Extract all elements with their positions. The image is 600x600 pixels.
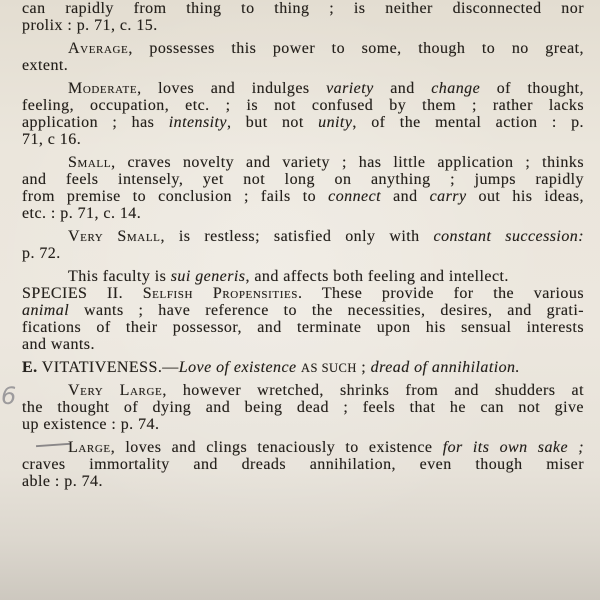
text-line	[22, 0, 584, 17]
text-line	[22, 319, 584, 336]
text-run: , craves novelty and variety ; has little application ; thinks	[111, 154, 584, 171]
italic-text: carry	[429, 188, 467, 205]
small-caps-text: Small	[68, 154, 112, 171]
text-line	[22, 40, 584, 57]
text-run: , is restless; satisfied only with	[160, 228, 434, 245]
text-line	[22, 439, 584, 456]
text-run: VITATIVENESS.—	[37, 359, 179, 376]
text-run: the thought of dying and being dead ; feels that he can not give	[22, 399, 584, 416]
text-run: and feels intensely, yet not long on anything ; jumps rapidly	[22, 171, 584, 188]
text-run: of thought,	[480, 80, 584, 97]
italic-text: unity	[318, 114, 353, 131]
small-caps-text: Selfish Propensities	[142, 285, 299, 302]
bold-text: E.	[22, 359, 38, 376]
text-line	[22, 285, 584, 302]
text-line	[22, 302, 584, 319]
text-line	[22, 268, 584, 285]
text-line	[22, 382, 584, 399]
italic-text: Love of existence	[178, 359, 297, 376]
text-run: fications of their possessor, and terminate upon his sensual interests	[22, 319, 584, 336]
entry-paragraph	[22, 228, 584, 262]
text-run: up existence : p. 74.	[22, 416, 160, 433]
text-run: can rapidly from thing to thing ; is neither disconnected nor	[22, 0, 584, 17]
text-run: and	[381, 188, 430, 205]
text-run: and wants.	[22, 336, 95, 353]
species-paragraph	[22, 285, 584, 353]
text-run: feeling, occupation, etc. ; is not confused by them ; rather lacks	[22, 97, 584, 114]
text-line	[22, 228, 584, 245]
text-run: , but not	[226, 114, 319, 131]
text-run: SPECIES II.	[22, 285, 143, 302]
italic-text: constant succession:	[433, 228, 584, 245]
italic-text: connect	[328, 188, 382, 205]
text-line	[22, 416, 584, 433]
text-run: prolix : p. 71, c. 15.	[22, 17, 158, 34]
text-line	[22, 171, 584, 188]
text-run: from premise to conclusion ; fails to	[22, 188, 329, 205]
text-run: ;	[356, 359, 371, 376]
italic-text: sui generis	[170, 268, 246, 285]
text-line	[22, 473, 584, 490]
text-run: p. 72.	[22, 245, 61, 262]
pencil-margin-number: 6	[1, 382, 17, 410]
italic-text: for its own sake ;	[442, 439, 584, 456]
small-caps-text: Very Large	[68, 382, 163, 399]
entry-paragraph	[22, 80, 584, 148]
entry-paragraph	[22, 40, 584, 74]
text-run: able : p. 74.	[22, 473, 103, 490]
text-line	[22, 114, 584, 131]
text-line	[22, 336, 584, 353]
text-run: This faculty is	[68, 268, 171, 285]
small-caps-text: Moderate	[68, 80, 138, 97]
text-run: wants ; have reference to the necessities, desires, and grati-	[69, 302, 584, 319]
text-run: . These provide for the various	[298, 285, 584, 302]
text-run: , loves and clings tenaciously to existence	[110, 439, 443, 456]
italic-text: change	[431, 80, 481, 97]
text-run: etc. : p. 71, c. 14.	[22, 205, 142, 222]
text-run: extent.	[22, 57, 69, 74]
text-line	[22, 245, 584, 262]
text-run: , possesses this power to some, though to no great,	[128, 40, 584, 57]
entry-paragraph	[22, 268, 584, 285]
text-run: , and affects both feeling and intellect.	[245, 268, 509, 285]
text-line	[22, 17, 584, 34]
text-run: , loves and indulges	[137, 80, 327, 97]
italic-text: dread of annihilation.	[370, 359, 520, 376]
text-run: out his ideas,	[466, 188, 584, 205]
text-run: and	[373, 80, 432, 97]
italic-text: animal	[22, 302, 70, 319]
text-run: craves immortality and dreads annihilation, even though miser	[22, 456, 584, 473]
small-caps-text: Large	[68, 439, 111, 456]
entry-paragraph	[22, 439, 584, 490]
faculty-paragraph	[22, 359, 584, 376]
text-line	[22, 359, 584, 376]
entry-paragraph	[22, 382, 584, 433]
small-caps-text: AS SUCH	[301, 361, 357, 375]
small-caps-text: Average	[68, 40, 129, 57]
text-line	[22, 399, 584, 416]
text-run: , of the mental action : p.	[352, 114, 584, 131]
text-line	[22, 80, 584, 97]
italic-text: intensity	[168, 114, 227, 131]
continuation-paragraph	[22, 0, 584, 34]
text-line	[22, 456, 584, 473]
text-run: 71, c 16.	[22, 131, 82, 148]
text-run: , however wretched, shrinks from and shudders at	[162, 382, 584, 399]
small-caps-text: Very Small	[68, 228, 161, 245]
text-line	[22, 57, 584, 74]
italic-text: variety	[326, 80, 374, 97]
text-line	[22, 154, 584, 171]
text-run: application ; has	[22, 114, 169, 131]
text-line	[22, 205, 584, 222]
text-line	[22, 188, 584, 205]
text-line	[22, 131, 584, 148]
text-line	[22, 97, 584, 114]
entry-paragraph	[22, 154, 584, 222]
text-block	[22, 0, 584, 490]
